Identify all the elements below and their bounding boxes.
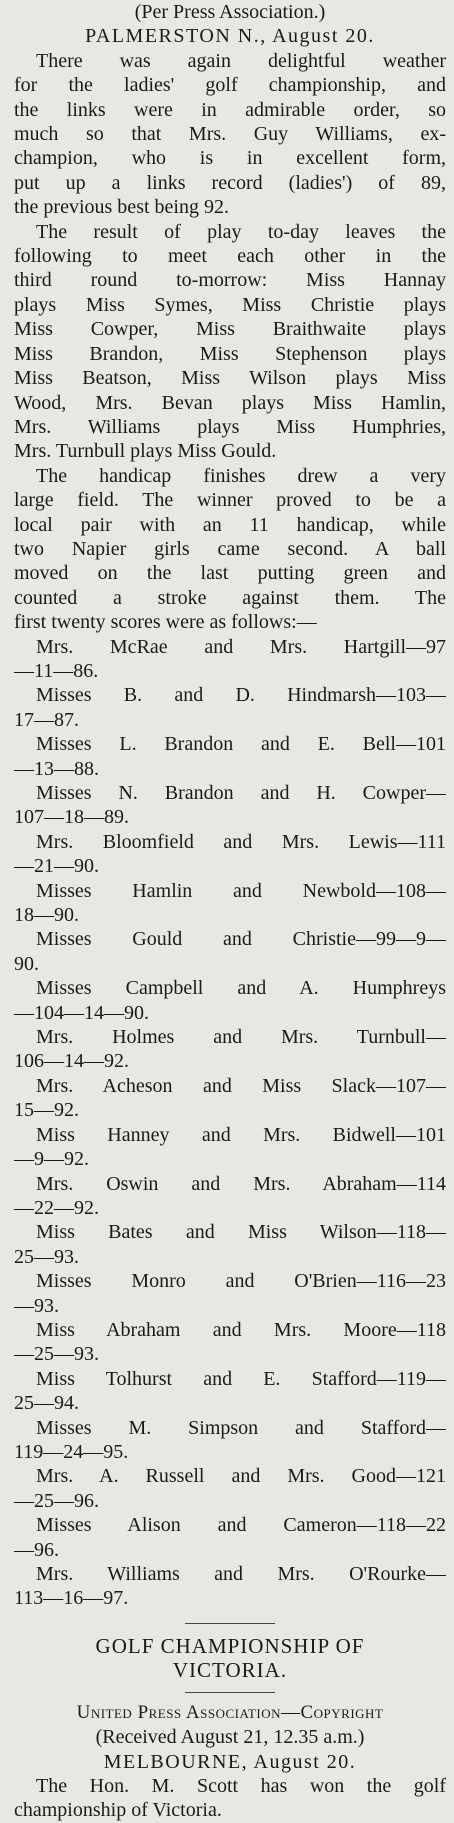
article-ladies-golf xyxy=(14,0,446,1611)
text-line: champion, who is in excellent form, xyxy=(14,147,446,170)
score-entry: Mrs. McRae and Mrs. Hartgill—97 —11—86. xyxy=(14,635,446,682)
press-credit: (Per Press Association.) xyxy=(134,1,326,23)
paragraph-weather xyxy=(14,49,446,220)
text-line: large field. The winner proved to be a xyxy=(14,489,446,512)
text-line: two Napier girls came second. A ball xyxy=(14,537,446,560)
score-entry: Misses Monro and O'Brien—116—23 —93. xyxy=(14,1270,446,1317)
text-line: Mrs. Turnbull plays Miss Gould. xyxy=(14,440,277,463)
text-line: much so that Mrs. Guy Williams, ex- xyxy=(14,123,446,146)
text-line: counted a stroke against them. The xyxy=(14,586,446,609)
score-entry: Misses Alison and Cameron—118—22 —96. xyxy=(14,1514,446,1561)
headline: VICTORIA. xyxy=(172,1657,288,1682)
text-line: third round to-morrow: Miss Hannay xyxy=(14,269,446,292)
score-entry: Misses L. Brandon and E. Bell—101 —13—88. xyxy=(14,733,446,780)
score-entry: Mrs. Oswin and Mrs. Abraham—114 —22—92. xyxy=(14,1172,446,1219)
text-line: the links were in admirable order, so xyxy=(14,98,446,121)
headline: GOLF CHAMPIONSHIP OF xyxy=(95,1633,365,1658)
score-entry: Miss Hanney and Mrs. Bidwell—101 —9—92. xyxy=(14,1123,446,1171)
score-entry: Misses Hamlin and Newbold—108— 18—90. xyxy=(14,879,446,927)
score-entry: Mrs. A. Russell and Mrs. Good—121 —25—96. xyxy=(14,1465,446,1512)
dateline: MELBOURNE, August 20. xyxy=(103,1750,357,1773)
score-entry: Misses Campbell and A. Humphreys —104—14—90. xyxy=(14,977,446,1024)
text-line: put up a links record (ladies') of 89, xyxy=(14,171,446,194)
score-entry: Miss Bates and Miss Wilson—118— 25—93. xyxy=(14,1221,446,1268)
text-line: the previous best being 92. xyxy=(14,196,229,219)
score-entry: Mrs. Holmes and Mrs. Turnbull— 106—14—92. xyxy=(14,1026,446,1073)
article-victoria-golf xyxy=(14,1634,446,1823)
text-line: plays Miss Symes, Miss Christie plays xyxy=(14,293,446,316)
text-line: Miss Cowper, Miss Braithwaite plays xyxy=(14,318,446,341)
score-entry: Miss Tolhurst and E. Stafford—119— 25—94. xyxy=(14,1367,446,1415)
text-line: following to meet each other in the xyxy=(14,245,446,268)
text-line: Miss Brandon, Miss Stephenson plays xyxy=(14,342,446,365)
text-line: first twenty scores were as follows:— xyxy=(14,611,317,634)
headline-divider xyxy=(185,1692,275,1693)
score-entry: Mrs. Williams and Mrs. O'Rourke— 113—16—97. xyxy=(14,1563,446,1610)
score-list xyxy=(14,635,446,1611)
score-entry: Misses M. Simpson and Stafford— 119—24—95. xyxy=(14,1416,446,1463)
score-entry: Misses Gould and Christie—99—9— 90. xyxy=(14,928,446,975)
text-line: local pair with an 11 handicap, while xyxy=(14,513,446,536)
received-line: (Received August 21, 12.35 a.m.) xyxy=(95,1726,365,1749)
text-line: The handicap finishes drew a very xyxy=(36,464,446,487)
text-line: Mrs. Williams plays Miss Humphries, xyxy=(14,415,446,438)
score-entry: Miss Abraham and Mrs. Moore—118 —25—93. xyxy=(14,1318,446,1366)
text-line: Wood, Mrs. Bevan plays Miss Hamlin, xyxy=(14,391,446,414)
text-line: The Hon. M. Scott has won the golf xyxy=(36,1775,446,1798)
paragraph-handicap xyxy=(14,464,446,635)
text-line: There was again delightful weather xyxy=(36,49,446,72)
paragraph-third-round xyxy=(14,220,446,464)
score-entry: Mrs. Bloomfield and Mrs. Lewis—111 —21—90. xyxy=(14,830,446,878)
section-divider xyxy=(185,1623,275,1624)
text-line: for the ladies' golf championship, and xyxy=(14,74,446,97)
text-line: The result of play to-day leaves the xyxy=(36,220,446,243)
score-entry: Mrs. Acheson and Miss Slack—107— 15—92. xyxy=(14,1074,446,1122)
text-line: Miss Beatson, Miss Wilson plays Miss xyxy=(14,367,446,390)
text-line: moved on the last putting green and xyxy=(14,562,446,585)
copyright-line: United Press Association—Copyright xyxy=(76,1701,384,1723)
score-entry: Misses B. and D. Hindmarsh—103— 17—87. xyxy=(14,684,446,731)
text-line: championship of Victoria. xyxy=(14,1799,222,1822)
score-entry: Misses N. Brandon and H. Cowper— 107—18—89. xyxy=(14,782,446,829)
dateline: PALMERSTON N., August 20. xyxy=(85,25,375,48)
